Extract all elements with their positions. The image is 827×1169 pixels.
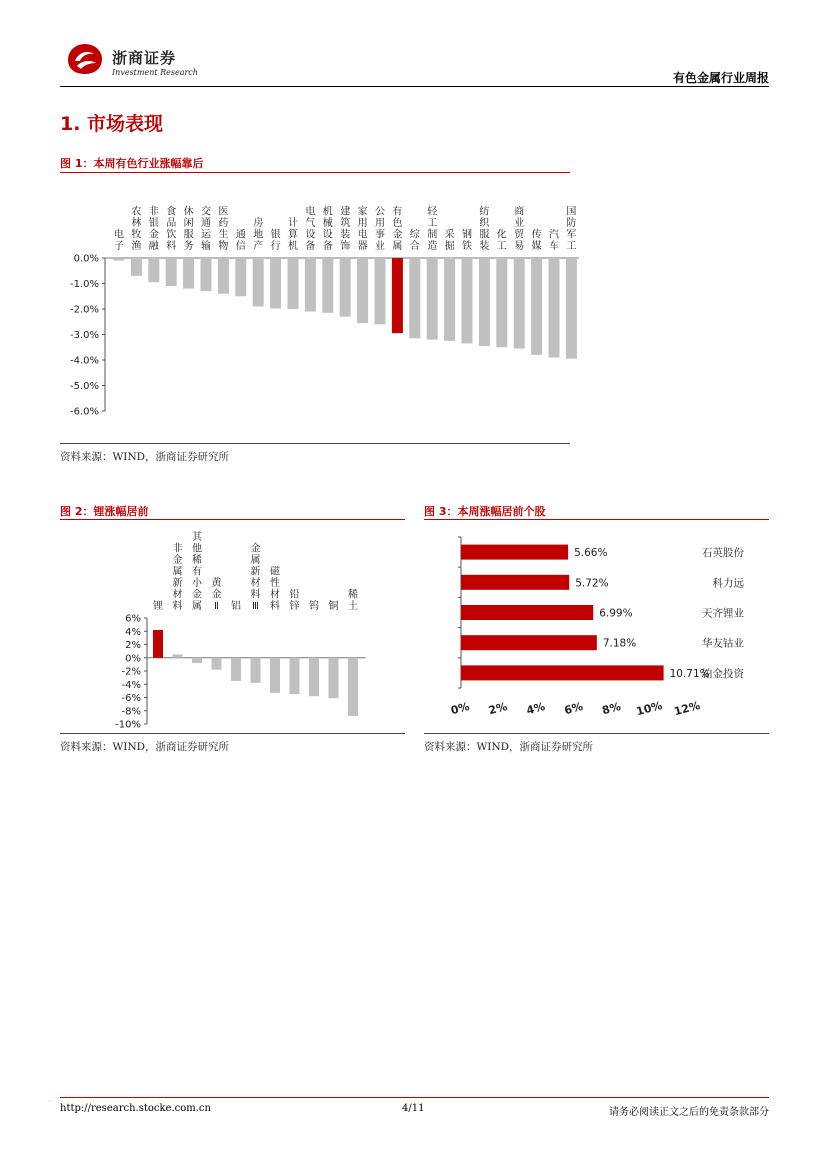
figure-2-source: 资料来源：WIND，浙商证券研究所 <box>60 741 230 753</box>
category-label: 轻工制造 <box>427 206 438 252</box>
category-label: 机械设备 <box>322 206 333 252</box>
category-label: 传媒 <box>531 229 542 252</box>
bar <box>288 258 299 309</box>
category-label: 建筑装饰 <box>340 206 351 252</box>
bar <box>461 605 593 620</box>
footer-url[interactable]: http://research.stocke.com.cn <box>60 1103 211 1114</box>
y-tick-label: -4% <box>121 679 141 691</box>
bar <box>131 258 142 276</box>
value-label: 10.71% <box>669 667 710 680</box>
value-label: 5.66% <box>574 547 608 560</box>
bar <box>192 658 202 663</box>
bar <box>201 258 212 291</box>
figure-1-top-rule <box>60 172 570 173</box>
bar <box>409 258 420 338</box>
y-tick-label: -4.0% <box>69 355 99 367</box>
bar <box>148 258 159 282</box>
category-label: 铜 <box>328 601 339 612</box>
y-tick-label: 2% <box>125 640 141 651</box>
bar <box>357 258 368 323</box>
bar <box>305 258 316 312</box>
bar <box>392 258 403 333</box>
bar <box>566 258 577 359</box>
bar <box>427 258 438 340</box>
brand-subtitle: Investment Research <box>112 68 198 77</box>
bar <box>253 258 264 306</box>
bar <box>309 658 319 696</box>
bar <box>549 258 560 357</box>
bar <box>496 258 507 347</box>
value-label: 7.18% <box>602 637 637 650</box>
bar <box>231 658 241 681</box>
x-tick-label: 6% <box>562 699 585 718</box>
y-tick-label: -5.0% <box>69 381 99 392</box>
category-label: 公用事业 <box>375 206 385 252</box>
figure-2-title: 图 2：锂涨幅居前 <box>60 505 149 518</box>
category-label: 非银金融 <box>148 206 159 252</box>
x-tick-label: 10% <box>634 698 664 719</box>
category-label: 科力远 <box>712 577 744 590</box>
bar <box>270 258 281 308</box>
section-title: 1. 市场表现 <box>60 113 164 135</box>
figure-3-bottom-rule <box>424 733 769 734</box>
brand-logo-icon <box>66 42 104 76</box>
bar <box>461 665 664 680</box>
y-tick-label: -1.0% <box>69 279 99 290</box>
y-tick-label: -2% <box>121 666 141 678</box>
y-tick-label: -8% <box>121 706 141 718</box>
category-label: 家用电器 <box>357 206 368 252</box>
category-label: 磁性材料 <box>270 566 280 612</box>
figure-1-chart <box>60 175 580 435</box>
brand-name: 浙商证券 <box>112 49 177 67</box>
bar <box>166 258 177 286</box>
y-tick-label: -2.0% <box>69 304 99 316</box>
category-label: 钨 <box>309 601 319 612</box>
bar <box>270 658 280 693</box>
figure-3-title: 图 3：本周涨幅居前个股 <box>424 505 546 518</box>
header-divider <box>60 86 769 87</box>
category-label: 交通运输 <box>201 206 211 252</box>
category-label: 化工 <box>496 229 507 252</box>
category-label: 房地产 <box>253 218 264 252</box>
bar <box>461 575 569 590</box>
figure-3-chart <box>424 522 769 732</box>
figure-3-source: 资料来源：WIND，浙商证券研究所 <box>424 741 594 753</box>
x-tick-label: 2% <box>487 699 509 718</box>
bar <box>212 658 222 670</box>
category-label: 银行 <box>270 229 281 252</box>
y-tick-label: -6.0% <box>69 406 99 418</box>
category-label: 铅锌 <box>289 589 300 612</box>
category-label: 汽车 <box>549 229 559 252</box>
category-label: 纺织服装 <box>479 206 490 252</box>
category-label: 铝 <box>231 601 241 612</box>
category-label: 有色金属 <box>392 206 403 252</box>
category-label: 金属新材料 Ⅲ <box>250 543 261 612</box>
bar <box>461 635 597 650</box>
bar <box>329 658 339 698</box>
category-label: 黄金 Ⅱ <box>211 578 222 612</box>
bar <box>322 258 333 313</box>
bar <box>531 258 542 355</box>
bar <box>290 658 300 694</box>
category-label: 电气设备 <box>305 206 316 252</box>
figure-2-chart <box>60 522 405 732</box>
category-label: 稀土 <box>348 589 358 612</box>
category-label: 锂 <box>153 601 163 612</box>
y-tick-label: -3.0% <box>69 330 99 341</box>
x-tick-label: 12% <box>672 698 702 719</box>
bar <box>444 258 455 341</box>
figure-1-bottom-rule <box>60 443 570 444</box>
x-tick-label: 8% <box>600 699 623 718</box>
y-tick-label: 0% <box>125 653 141 665</box>
bar <box>461 545 568 560</box>
category-label: 电子 <box>114 229 124 252</box>
figure-1-source: 资料来源：WIND，浙商证券研究所 <box>60 451 230 463</box>
figure-1-title: 图 1：本周有色行业涨幅靠后 <box>60 157 204 170</box>
category-label: 石英股份 <box>702 547 744 560</box>
category-label: 休闲服务 <box>183 206 194 252</box>
category-label: 通信 <box>235 229 246 252</box>
category-label: 非金属新材料 <box>172 543 183 612</box>
footer-divider <box>60 1097 769 1098</box>
bar <box>340 258 351 317</box>
y-tick-label: -10% <box>115 719 141 731</box>
category-label: 天齐锂业 <box>702 607 744 620</box>
x-tick-label: 0% <box>449 699 471 718</box>
y-tick-label: 4% <box>125 626 141 638</box>
category-label: 食品饮料 <box>166 206 177 252</box>
bar <box>173 654 183 657</box>
category-label: 其他稀有小金属 <box>192 532 202 612</box>
bar <box>375 258 386 324</box>
category-label: 钢铁 <box>462 229 472 252</box>
y-tick-label: 0.0% <box>73 253 99 265</box>
value-label: 5.72% <box>575 577 609 590</box>
y-tick-label: 6% <box>125 613 141 625</box>
bar <box>153 630 163 658</box>
bar <box>479 258 490 346</box>
report-title: 有色金属行业周报 <box>672 71 769 85</box>
category-label: 华友钴业 <box>702 637 744 650</box>
category-label: 综合 <box>409 229 420 252</box>
figure-3-top-rule <box>424 519 769 520</box>
bar <box>235 258 246 296</box>
category-label: 铂金投资 <box>702 667 744 680</box>
category-label: 医药生物 <box>218 206 229 252</box>
category-label: 计算机 <box>288 218 298 252</box>
y-tick-label: -6% <box>121 693 141 704</box>
bar <box>462 258 473 343</box>
x-tick-label: 4% <box>525 699 547 718</box>
bar <box>114 258 125 261</box>
figure-2-bottom-rule <box>60 733 405 734</box>
bar <box>251 658 261 683</box>
bar <box>183 258 194 289</box>
category-label: 商业贸易 <box>514 206 525 252</box>
figure-2-top-rule <box>60 519 405 520</box>
value-label: 6.99% <box>599 607 633 620</box>
bar <box>514 258 525 349</box>
page-number: 4/11 <box>402 1103 425 1114</box>
bar <box>218 258 229 294</box>
category-label: 国防军工 <box>566 206 577 252</box>
category-label: 农林牧渔 <box>131 206 142 252</box>
footer-disclaimer: 请务必阅读正文之后的免责条款部分 <box>609 1107 769 1118</box>
bar <box>348 658 358 716</box>
category-label: 采掘 <box>444 229 455 252</box>
